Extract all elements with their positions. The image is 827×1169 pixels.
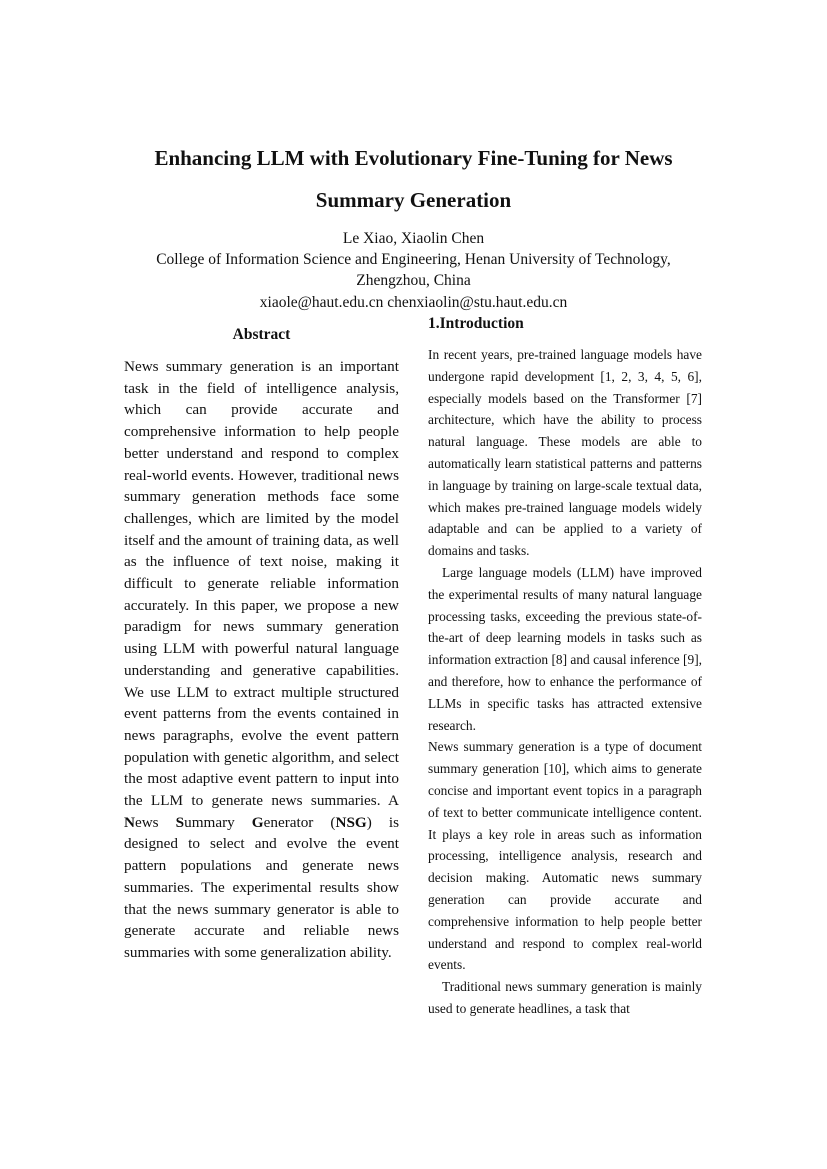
- abstract-bold-s: S: [175, 813, 185, 831]
- abstract-bold-n: N: [124, 813, 135, 831]
- abstract-body: [124, 356, 399, 964]
- abstract-bold-g: G: [251, 813, 264, 831]
- abstract-text-before: News summary generation is an important task in the field of intelligence analysis, which can provide accurate and comprehensive information to help people better understand and respond to complex real-world events. However, traditional news summary generation methods face some challenges, which are limited by the model itself and the amount of training data, as well as the influence of text noise, making it difficult to generate reliable information accurately. In this paper, we propose a new paradigm for news summary generation using LLM with powerful natural language understanding and generative capabilities. We use LLM to extract multiple structured event patterns from the events contained in news paragraphs, evolve the event pattern population with genetic algorithm, and select the most adaptive event pattern to input into the LLM to generate news summaries. A: [124, 358, 399, 810]
- abstract-text-n-rest: ews: [134, 813, 176, 831]
- abstract-text-after: ) is designed to select and evolve the event pattern populations and generate news summaries. The experimental results show that the news summary generator is able to generate accurate and reliable news summaries with some generalization ability.: [124, 813, 399, 961]
- intro-paragraph-4: Traditional news summary generation is mainly used to generate headlines, a task that: [428, 979, 702, 1016]
- authors: Le Xiao, Xiaolin Chen: [342, 230, 485, 247]
- paper-title-line-2: Summary Generation: [315, 188, 512, 212]
- abstract-acronym: NSG: [335, 813, 367, 831]
- paper-title-line-1: Enhancing LLM with Evolutionary Fine-Tuning for News: [154, 146, 673, 170]
- introduction-heading: 1.Introduction: [428, 315, 524, 332]
- intro-paragraph-3: News summary generation is a type of document summary generation [10], which aims to generate concise and important event topics in a paragraph of text to better communicate intelligence content. It plays a key role in areas such as information processing, intelligence analysis, research and decision making. Automatic news summary generation can provide accurate and comprehensive information to help people better understand and respond to complex real-world events.: [428, 739, 702, 973]
- affiliation: College of Information Science and Engineering, Henan University of Technology,: [156, 251, 671, 268]
- abstract-heading: Abstract: [232, 326, 291, 343]
- abstract-text-s-rest: ummary: [184, 813, 252, 831]
- intro-paragraph-1: In recent years, pre-trained language models have undergone rapid development [1, 2, 3, 4, 5, 6], especially models based on the Transformer [7] architecture, which have the ability to process natural language. These models are able to automatically learn statistical patterns and patterns in language by training on large-scale textual data, which makes pre-trained language models widely adaptable and can be applied to a variety of domains and tasks.: [428, 347, 702, 559]
- abstract-text-g-rest: enerator (: [263, 813, 336, 831]
- introduction-body: [428, 344, 702, 1020]
- author-emails: xiaole@haut.edu.cn chenxiaolin@stu.haut.edu.cn: [259, 294, 568, 311]
- intro-paragraph-2: Large language models (LLM) have improved the experimental results of many natural language processing tasks, exceeding the previous state-of-the-art of deep learning models in tasks such as information extraction [8] and causal inference [9], and therefore, how to enhance the performance of LLMs in specific tasks has attracted extensive research.: [428, 564, 703, 733]
- affiliation-city: Zhengzhou, China: [356, 272, 471, 289]
